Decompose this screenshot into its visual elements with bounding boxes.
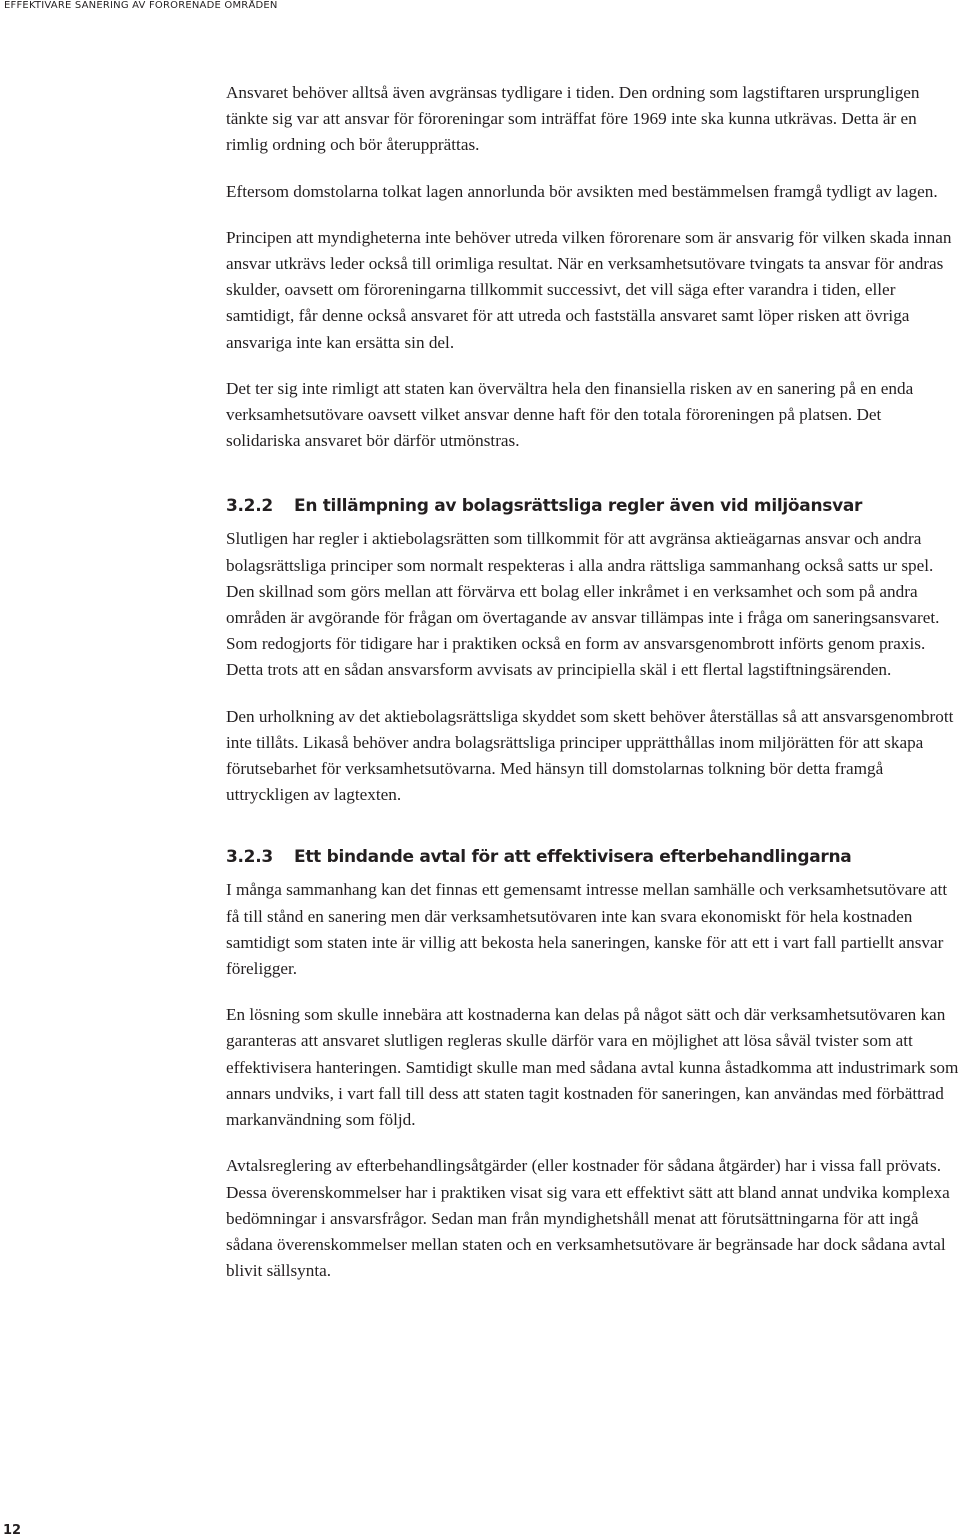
- section-3-2-3-paragraph-2: En lösning som skulle innebära att kostnaderna kan delas på något sätt och där verksamhetsutövaren kan garanteras att ansvaret slutligen regleras skulle därför vara en möjlighet att lösa såväl tvister som att effektivisera hanteringen. Samtidigt skulle man med sådana avtal kunna åstadkomma att industrimark som annars undviks, i vart fall till dess att staten tagit kostnaden för saneringen, kan användas med förbättrad markanvändning som följd.: [226, 1005, 959, 1130]
- intro-paragraph-4: Det ter sig inte rimligt att staten kan övervältra hela den finansiella risken av en sanering på en enda verksamhetsutövare oavsett vilket ansvar denne haft för den totala föroreningen på platsen. Det solidariska ansvaret bör därför utmönstras.: [226, 378, 914, 451]
- section-title: En tillämpning av bolagsrättsliga regler även vid miljöansvar: [294, 496, 863, 517]
- intro-paragraph-2: Eftersom domstolarna tolkat lagen annorlunda bör avsikten med bestämmelsen framgå tydligt av lagen.: [226, 181, 938, 201]
- section-number: 3.2.3: [226, 847, 273, 868]
- section-heading-3-2-3: [226, 845, 960, 869]
- section-3-2-2-paragraph-1: Slutligen har regler i aktiebolagsrätten som tillkommit för att avgränsa aktieägarnas ansvar och andra bolagsrättsliga principer som normalt respekteras i alla andra rättsliga sammanhang också satts ur spel. Den skillnad som görs mellan att förvärva ett bolag eller inkråmet i en verksamhet och som på andra områden är avgörande för frågan om övertagande av ansvar tillämpas inte i fråga om saneringsansvaret. Som redogjorts för tidigare har i praktiken också en form av ansvarsgenombrott införts genom praxis. Detta trots att en sådan ansvarsform avvisats av principiella skäl i ett flertal lagstiftningsärenden.: [226, 529, 940, 680]
- running-header: EFFEKTIVARE SANERING AV FÖRORENADE OMRÅDEN: [4, 0, 278, 11]
- section-3-2-3-paragraph-3: Avtalsreglering av efterbehandlingsåtgärder (eller kostnader för sådana åtgärder) har i vissa fall prövats. Dessa överenskommelser har i praktiken visat sig vara ett effektivt sätt att bland annat undvika komplexa bedömningar i ansvarsfrågor. Sedan man från myndighetshåll menat att förutsättningarna för att ingå sådana överenskommelser mellan staten och en verksamhetsutövare är begränsade har dock sådana avtal blivit sällsynta.: [226, 1156, 950, 1281]
- intro-paragraph-3: Principen att myndigheterna inte behöver utreda vilken förorenare som är ansvarig för vilken skada innan ansvar utkrävs leder också till orimliga resultat. När en verksamhetsutövare tvingats ta ansvar för andras skulder, oavsett om föroreningarna tillkommit successivt, det vill säga efter varandra i tiden, eller samtidigt, får denne också ansvaret för att utreda och fastställa ansvaret samt löper risken att övriga ansvariga inte kan ersätta sin del.: [226, 227, 952, 352]
- section-title: Ett bindande avtal för att effektivisera efterbehandlingarna: [294, 847, 852, 868]
- page-number: 12: [3, 1523, 22, 1538]
- document-body: [226, 80, 960, 1284]
- intro-paragraph-1: Ansvaret behöver alltså även avgränsas tydligare i tiden. Den ordning som lagstiftaren ursprungligen tänkte sig var att ansvar för föroreningar som inträffat före 1969 inte ska kunna utkrävas. Detta är en rimlig ordning och bör återupprättas.: [226, 83, 920, 155]
- section-heading-3-2-2: [226, 494, 960, 518]
- section-3-2-3-paragraph-1: I många sammanhang kan det finnas ett gemensamt intresse mellan samhälle och verksamhetsutövare att få till stånd en sanering men där verksamhetsutövaren inte kan svara ekonomiskt för hela kostnaden samtidigt som staten inte är villig att bekosta hela saneringen, kanske för att ett i vart fall partiellt ansvar föreligger.: [226, 880, 948, 979]
- section-3-2-2-paragraph-2: Den urholkning av det aktiebolagsrättsliga skyddet som skett behöver återställas så att ansvarsgenombrott inte tillåts. Likaså behöver andra bolagsrättsliga principer upprätthållas inom miljörätten för att skapa förutsebarhet för verksamhetsutövarna. Med hänsyn till domstolarnas tolkning bör detta framgå uttryckligen av lagtexten.: [226, 706, 954, 805]
- section-number: 3.2.2: [226, 496, 273, 517]
